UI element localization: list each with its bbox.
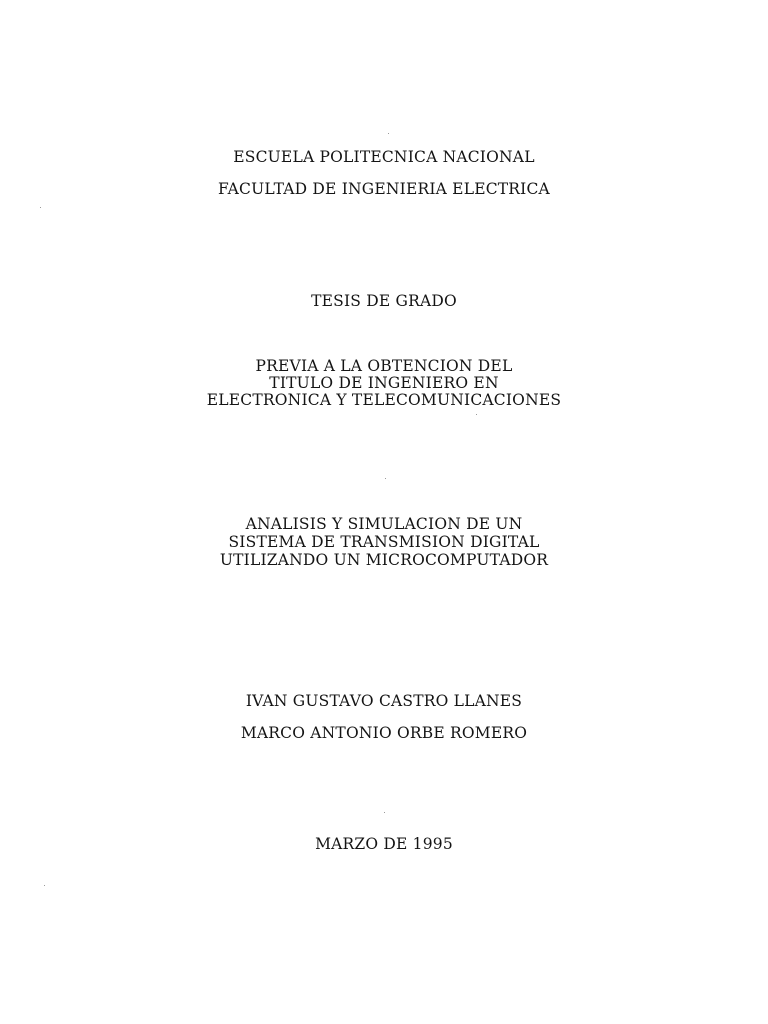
scan-speck <box>40 207 41 208</box>
author-1: IVAN GUSTAVO CASTRO LLANES <box>245 692 523 710</box>
degree-line-1: PREVIA A LA OBTENCION DEL <box>255 357 513 375</box>
scan-speck <box>44 885 45 886</box>
scan-speck <box>385 478 386 479</box>
submission-date: MARZO DE 1995 <box>315 835 453 853</box>
scan-speck <box>384 812 385 813</box>
thesis-title-line-1: ANALISIS Y SIMULACION DE UN <box>245 515 523 533</box>
author-2: MARCO ANTONIO ORBE ROMERO <box>240 724 528 742</box>
scan-speck <box>476 414 477 415</box>
document-type: TESIS DE GRADO <box>311 292 457 310</box>
school-name: ESCUELA POLITECNICA NACIONAL <box>233 148 535 166</box>
degree-line-3: ELECTRONICA Y TELECOMUNICACIONES <box>206 391 562 409</box>
degree-line-2: TITULO DE INGENIERO EN <box>269 374 499 392</box>
scan-speck <box>388 133 389 134</box>
thesis-title-line-3: UTILIZANDO UN MICROCOMPUTADOR <box>219 551 549 569</box>
faculty-name: FACULTAD DE INGENIERIA ELECTRICA <box>218 180 550 198</box>
thesis-title-line-2: SISTEMA DE TRANSMISION DIGITAL <box>228 533 540 551</box>
